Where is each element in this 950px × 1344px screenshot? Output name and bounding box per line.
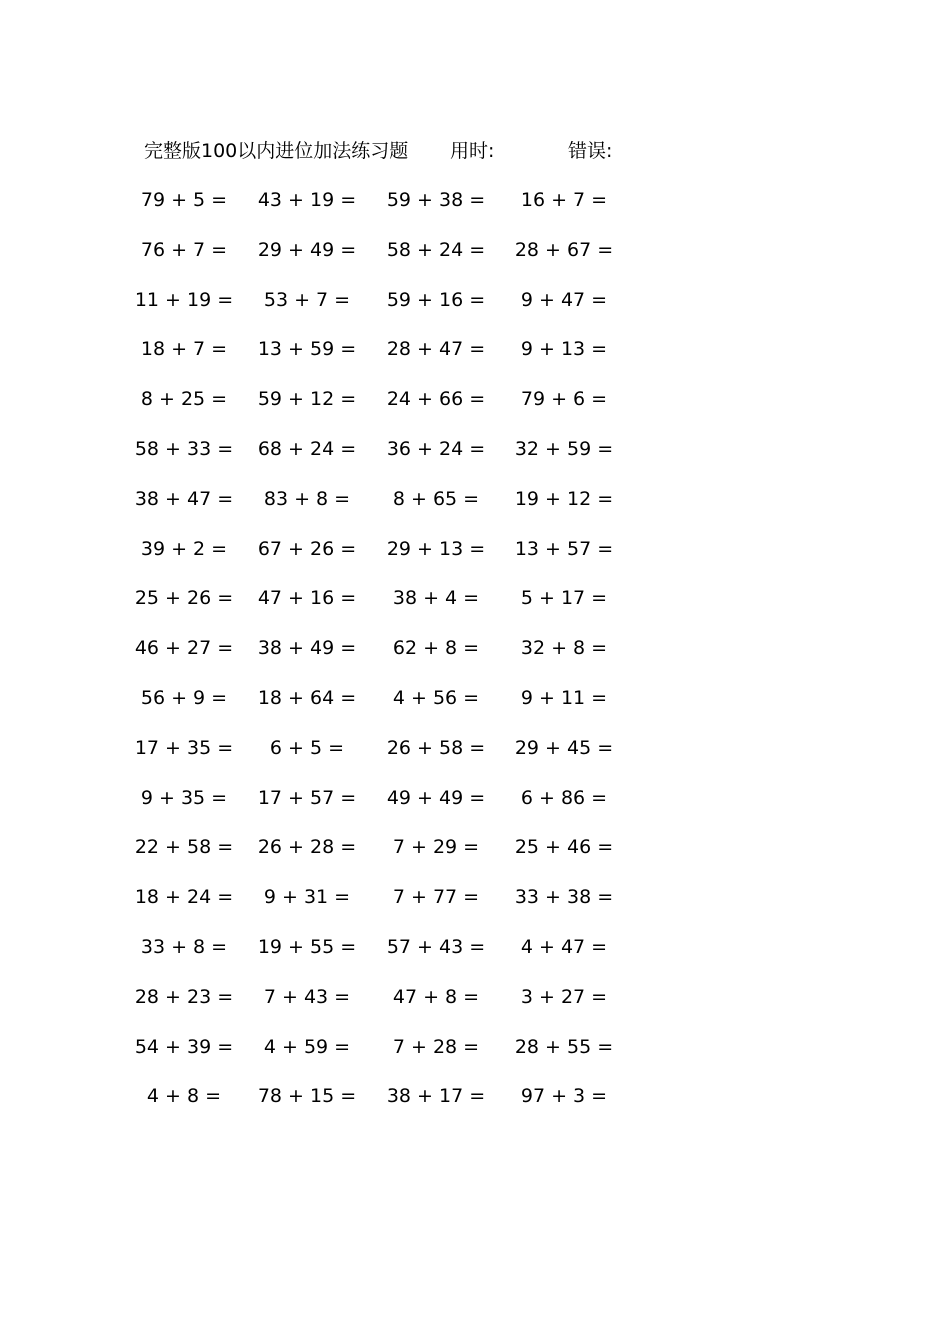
addition-problem: 13 + 59 = <box>257 338 357 361</box>
addition-problem: 19 + 12 = <box>514 487 614 510</box>
addition-problem: 28 + 55 = <box>514 1035 614 1058</box>
addition-problem: 22 + 58 = <box>134 836 234 859</box>
problem-row <box>0 635 950 685</box>
addition-problem: 9 + 35 = <box>140 786 228 809</box>
addition-problem: 24 + 66 = <box>386 388 486 411</box>
problem-row <box>0 237 950 287</box>
addition-problem: 59 + 16 = <box>386 288 486 311</box>
problem-row <box>0 336 950 386</box>
problem-row <box>0 934 950 984</box>
addition-problem: 7 + 43 = <box>263 985 351 1008</box>
addition-problem: 36 + 24 = <box>386 437 486 460</box>
addition-problem: 8 + 65 = <box>392 487 480 510</box>
addition-problem: 18 + 64 = <box>257 686 357 709</box>
addition-problem: 25 + 26 = <box>134 587 234 610</box>
addition-problem: 59 + 38 = <box>386 189 486 211</box>
addition-problem: 38 + 49 = <box>257 637 357 660</box>
addition-problem: 56 + 9 = <box>140 686 228 709</box>
addition-problem: 32 + 59 = <box>514 437 614 460</box>
addition-problem: 33 + 38 = <box>514 886 614 909</box>
addition-problem: 8 + 25 = <box>140 388 228 411</box>
addition-problem: 9 + 11 = <box>520 686 608 709</box>
addition-problem: 76 + 7 = <box>140 238 228 261</box>
addition-problem: 57 + 43 = <box>386 935 486 958</box>
addition-problem: 17 + 35 = <box>134 736 234 759</box>
addition-problem: 3 + 27 = <box>520 985 608 1008</box>
addition-problem: 7 + 28 = <box>392 1035 480 1058</box>
addition-problem: 26 + 28 = <box>257 836 357 859</box>
problem-row <box>0 585 950 635</box>
addition-problem: 59 + 12 = <box>257 388 357 411</box>
addition-problem: 5 + 17 = <box>520 587 608 610</box>
addition-problem: 7 + 29 = <box>392 836 480 859</box>
addition-problem: 32 + 8 = <box>520 637 608 660</box>
addition-problem: 18 + 24 = <box>134 886 234 909</box>
addition-problem: 79 + 5 = <box>140 189 228 211</box>
addition-problem: 18 + 7 = <box>140 338 228 361</box>
addition-problem: 17 + 57 = <box>257 786 357 809</box>
addition-problem: 29 + 49 = <box>257 238 357 261</box>
addition-problem: 62 + 8 = <box>392 637 480 660</box>
problem-grid <box>0 187 950 1133</box>
addition-problem: 13 + 57 = <box>514 537 614 560</box>
addition-problem: 6 + 86 = <box>520 786 608 809</box>
addition-problem: 6 + 5 = <box>269 736 345 759</box>
addition-problem: 9 + 13 = <box>520 338 608 361</box>
addition-problem: 4 + 59 = <box>263 1035 351 1058</box>
addition-problem: 11 + 19 = <box>134 288 234 311</box>
addition-problem: 47 + 16 = <box>257 587 357 610</box>
problem-row <box>0 486 950 536</box>
addition-problem: 79 + 6 = <box>520 388 608 411</box>
problem-row <box>0 386 950 436</box>
problem-row <box>0 436 950 486</box>
worksheet-header <box>144 138 664 164</box>
problem-row <box>0 884 950 934</box>
addition-problem: 54 + 39 = <box>134 1035 234 1058</box>
addition-problem: 58 + 24 = <box>386 238 486 261</box>
addition-problem: 28 + 23 = <box>134 985 234 1008</box>
addition-problem: 9 + 47 = <box>520 288 608 311</box>
addition-problem: 53 + 7 = <box>263 288 351 311</box>
problem-row <box>0 187 950 237</box>
problem-row <box>0 685 950 735</box>
addition-problem: 25 + 46 = <box>514 836 614 859</box>
problem-row <box>0 735 950 785</box>
problem-row <box>0 287 950 337</box>
addition-problem: 7 + 77 = <box>392 886 480 909</box>
problem-row <box>0 984 950 1034</box>
addition-problem: 47 + 8 = <box>392 985 480 1008</box>
addition-problem: 39 + 2 = <box>140 537 228 560</box>
addition-problem: 38 + 17 = <box>386 1085 486 1108</box>
addition-problem: 49 + 49 = <box>386 786 486 809</box>
addition-problem: 38 + 4 = <box>392 587 480 610</box>
problem-row <box>0 1034 950 1084</box>
addition-problem: 46 + 27 = <box>134 637 234 660</box>
worksheet-title: 完整版100以内进位加法练习题 <box>144 140 409 162</box>
addition-problem: 67 + 26 = <box>257 537 357 560</box>
addition-problem: 38 + 47 = <box>134 487 234 510</box>
addition-problem: 4 + 8 = <box>146 1085 222 1108</box>
time-used-label: 用时: <box>450 140 495 162</box>
addition-problem: 29 + 45 = <box>514 736 614 759</box>
problem-row <box>0 536 950 586</box>
addition-problem: 33 + 8 = <box>140 935 228 958</box>
addition-problem: 29 + 13 = <box>386 537 486 560</box>
addition-problem: 43 + 19 = <box>257 189 357 211</box>
addition-problem: 78 + 15 = <box>257 1085 357 1108</box>
addition-problem: 19 + 55 = <box>257 935 357 958</box>
addition-problem: 4 + 56 = <box>392 686 480 709</box>
errors-label: 错误: <box>568 140 613 162</box>
addition-problem: 68 + 24 = <box>257 437 357 460</box>
addition-problem: 26 + 58 = <box>386 736 486 759</box>
addition-problem: 58 + 33 = <box>134 437 234 460</box>
addition-problem: 16 + 7 = <box>520 189 608 211</box>
addition-problem: 4 + 47 = <box>520 935 608 958</box>
addition-problem: 9 + 31 = <box>263 886 351 909</box>
problem-row <box>0 834 950 884</box>
addition-problem: 28 + 67 = <box>514 238 614 261</box>
problem-row <box>0 1083 950 1133</box>
addition-problem: 83 + 8 = <box>263 487 351 510</box>
addition-problem: 28 + 47 = <box>386 338 486 361</box>
problem-row <box>0 785 950 835</box>
addition-problem: 97 + 3 = <box>520 1085 608 1108</box>
